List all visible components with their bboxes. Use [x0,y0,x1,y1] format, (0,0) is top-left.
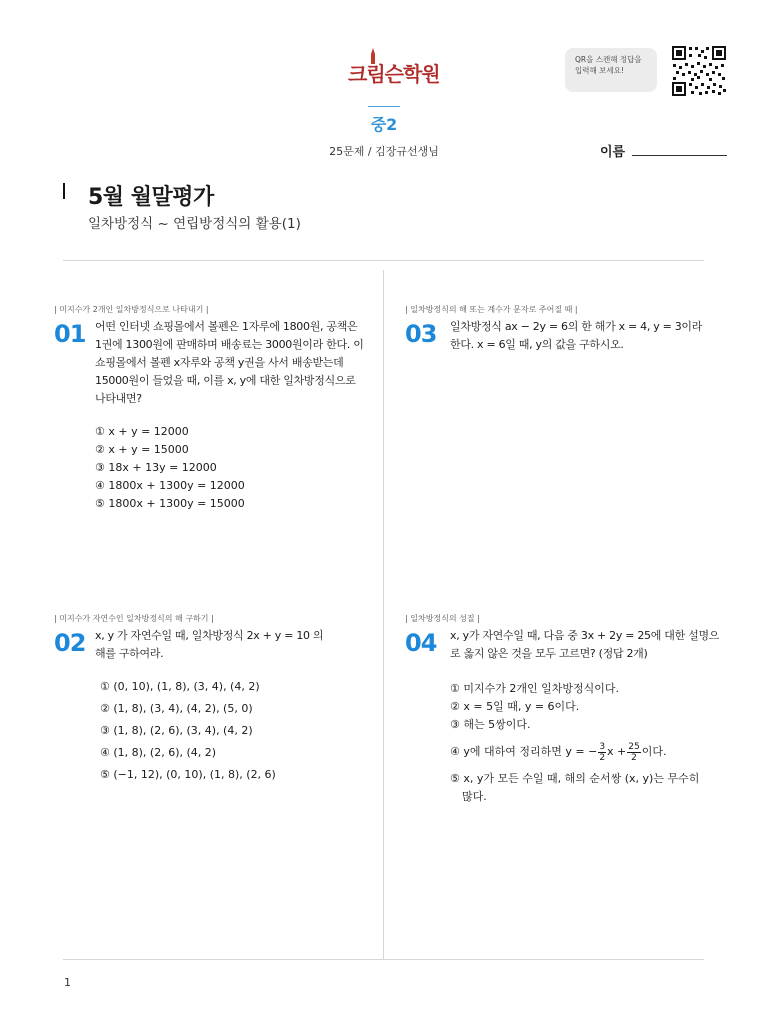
choice-2[interactable]: ② (1, 8), (3, 4), (4, 2), (5, 0) [100,702,253,715]
problem-02-text [95,627,370,663]
name-label: 이름 [600,145,626,160]
choice-3[interactable]: ③ 해는 5쌍이다. [450,718,531,731]
choice-4[interactable] [450,738,725,766]
page-title: 5월 월말평가 [88,185,214,210]
problem-01-line: 나타내면? [95,392,142,405]
qr-code-icon[interactable] [671,45,727,97]
divider-top [63,260,704,261]
choice-5[interactable]: ⑤ (−1, 12), (0, 10), (1, 8), (2, 6) [100,768,276,781]
academy-logo [340,50,440,86]
choice-2[interactable]: ② x = 5일 때, y = 6이다. [450,700,580,713]
problem-01-tag: | 미지수가 2개인 일차방정식으로 나타내기 | [54,305,209,314]
problem-02-choices [100,676,276,786]
fraction-25-over-2 [627,742,640,763]
problem-02-line: x, y 가 자연수일 때, 일차방정식 2x + y = 10 의 [95,629,324,642]
problem-02-tag: | 미지수가 자연수인 일차방정식의 해 구하기 | [54,614,214,623]
choice-4-prefix: ④ y에 대하여 정리하면 y = − [450,745,598,758]
problem-03-text [450,318,725,354]
title-marker [63,183,65,199]
problem-04-text [450,627,725,663]
choice-5-line-2: 많다. [462,790,487,803]
choice-4-mid: x + [607,745,627,758]
problem-04-number: 04 [405,629,437,657]
choice-4[interactable]: ④ (1, 8), (2, 6), (4, 2) [100,746,217,759]
qr-prompt-line-1: QR을 스캔해 정답을 [575,55,642,64]
column-divider [383,270,384,960]
fraction-numerator: 25 [628,741,640,752]
page-subtitle: 일차방정식 ~ 연립방정식의 활용(1) [88,216,301,232]
problem-01-line: 1권에 1300원에 판매하며 배송료는 3000원이라 한다. 이 [95,338,364,351]
choice-3[interactable]: ③ (1, 8), (2, 6), (3, 4), (4, 2) [100,724,253,737]
qr-prompt-bubble [565,48,657,92]
grade-underline [368,106,400,107]
divider-bottom [63,959,704,960]
problem-04-tag: | 일차방정식의 성질 | [405,614,480,623]
problem-01-number: 01 [54,320,86,348]
problem-01-line: 15000원이 들었을 때, 이를 x, y에 대한 일차방정식으로 [95,374,356,387]
choice-5[interactable] [450,770,725,806]
problem-04-choices [450,680,725,806]
problem-02-line: 해를 구하여라. [95,647,164,660]
problem-04-line: x, y가 자연수일 때, 다음 중 3x + 2y = 25에 대한 설명으 [450,629,720,642]
choice-1[interactable]: ① x + y = 12000 [95,425,189,438]
choice-1[interactable]: ① (0, 10), (1, 8), (3, 4), (4, 2) [100,680,260,693]
choice-4-suffix: 이다. [641,745,667,758]
grade-label: 중2 [370,115,398,134]
problem-03-line: 일차방정식 ax − 2y = 6의 한 해가 x = 4, y = 3이라 [450,320,703,333]
page-number: 1 [64,976,71,989]
fraction-numerator: 3 [599,741,606,752]
problem-03-tag: | 일차방정식의 해 또는 계수가 문자로 주어질 때 | [405,305,578,314]
choice-2[interactable]: ② x + y = 15000 [95,443,189,456]
problem-count-teacher: 25문제 / 김장규선생님 [329,145,439,158]
problem-01-text [95,318,370,408]
problem-04-line: 로 옳지 않은 것을 모두 고르면? (정답 2개) [450,647,648,660]
logo-text: 크림슨학원 [348,62,440,86]
choice-3[interactable]: ③ 18x + 13y = 12000 [95,461,217,474]
qr-prompt-line-2: 입력해 보세요! [575,66,624,75]
choice-5-line-1: ⑤ x, y가 모든 수일 때, 해의 순서쌍 (x, y)는 무수히 [450,772,700,785]
name-input-line[interactable] [632,155,727,156]
problem-03-number: 03 [405,320,437,348]
fraction-denominator: 2 [631,752,637,763]
choice-1[interactable]: ① 미지수가 2개인 일차방정식이다. [450,682,619,695]
fraction-denominator: 2 [599,752,606,763]
fraction-3-over-2 [598,742,606,763]
problem-01-line: 어떤 인터넷 쇼핑몰에서 볼펜은 1자루에 1800원, 공책은 [95,320,358,333]
problem-02-number: 02 [54,629,86,657]
problem-01-line: 쇼핑몰에서 볼펜 x자루와 공책 y권을 사서 배송받는데 [95,356,344,369]
choice-4[interactable]: ④ 1800x + 1300y = 12000 [95,479,245,492]
choice-5[interactable]: ⑤ 1800x + 1300y = 15000 [95,497,245,510]
problem-03-line: 한다. x = 6일 때, y의 값을 구하시오. [450,338,624,351]
problem-01-choices [95,423,245,513]
